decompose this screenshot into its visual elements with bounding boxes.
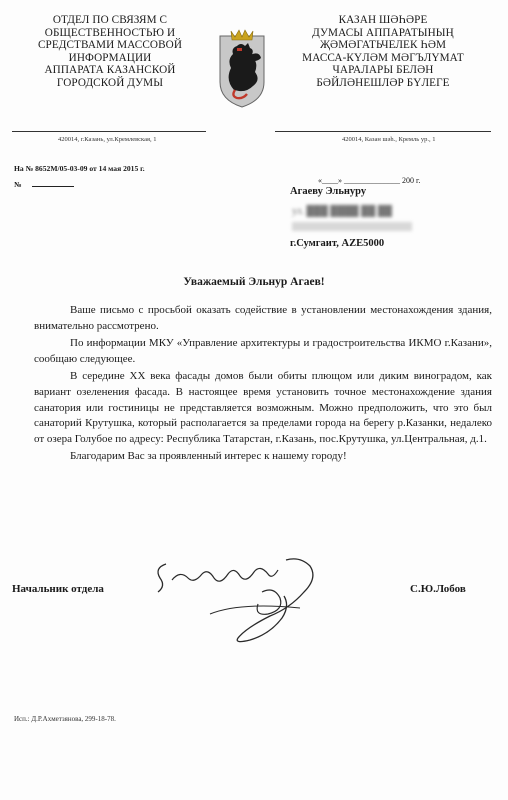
right-organization-block bbox=[273, 14, 493, 90]
left-header-rule bbox=[12, 131, 206, 132]
left-org-line: АППАРАТА КАЗАНСКОЙ bbox=[44, 64, 176, 77]
right-org-line: МАССА-КҮЛӘМ МӘГЪЛҮМАТ bbox=[302, 51, 464, 64]
handwritten-signature bbox=[150, 552, 330, 647]
left-organization-block bbox=[10, 14, 210, 90]
kazan-coat-of-arms-emblem bbox=[217, 28, 267, 110]
greeting: Уважаемый Эльнур Агаев! bbox=[183, 276, 325, 288]
left-org-line: ОБЩЕСТВЕННОСТЬЮ И bbox=[44, 26, 176, 39]
paragraph: Ваше письмо с просьбой оказать содействие в установлении местонахождения здания, внимательно рассмотрено. bbox=[34, 304, 492, 332]
right-org-line: ЧАРАЛАРЫ БЕЛӘН bbox=[332, 64, 434, 77]
letter-body bbox=[34, 303, 492, 465]
left-org-line: ИНФОРМАЦИИ bbox=[68, 51, 152, 64]
paragraph: В середине XX века фасады домов были обиты плющом или диким виноградом, как вариант озеленения фасада. В настоящее время установить точное местонахождение здания санатория или гостиницы не представляется возможным. Можно предположить, что это был санаторий Крутушка, который располагается за пределами города на берегу р.Казанки, недалеко от озера Голубое по адресу: Республика Татарстан, г.Казань, пос.Крутушка, ул.Центральная, д.1. bbox=[34, 370, 492, 445]
paragraph: По информации МКУ «Управление архитектуры и градостроительства ИКМО г.Казани», сообщаю следующее. bbox=[34, 337, 492, 365]
right-org-line: ҖӘМӘГАТЬЧЕЛЕК ҺӘМ bbox=[319, 39, 447, 52]
executor-note: Исп.: Д.Р.Ахметзянова, 299-18-78. bbox=[14, 715, 116, 723]
right-org-line: КАЗАН ШӘҺӘРЕ bbox=[338, 14, 428, 26]
left-org-line: СРЕДСТВАМИ МАССОВОЙ bbox=[37, 39, 183, 52]
left-address: 420014, г.Казань, ул.Кремлевская, 1 bbox=[58, 136, 157, 143]
signatory-position: Начальник отдела bbox=[12, 583, 104, 595]
paragraph: Благодарим Вас за проявленный интерес к нашему городу! bbox=[70, 450, 347, 463]
right-address: 420014, Казан шәһ., Кремль ур., 1 bbox=[342, 136, 436, 143]
right-org-line: ДУМАСЫ АППАРАТЫНЫҢ bbox=[312, 26, 454, 39]
signatory-name: С.Ю.Лобов bbox=[410, 583, 466, 595]
reference-number: На № 8652М/05-03-09 от 14 мая 2015 г. bbox=[14, 164, 145, 173]
right-org-line: БӘЙЛӘНЕШЛӘР БҮЛЕГЕ bbox=[316, 76, 450, 89]
left-org-line: ГОРОДСКОЙ ДУМЫ bbox=[56, 76, 164, 89]
number-label: № bbox=[14, 180, 74, 189]
left-org-line: ОТДЕЛ ПО СВЯЗЯМ С bbox=[52, 14, 168, 26]
right-header-rule bbox=[275, 131, 491, 132]
recipient-name: Агаеву Эльнуру bbox=[290, 186, 367, 197]
recipient-address-blurred-2 bbox=[292, 222, 412, 231]
date-line: «____» ______________ 200 г. bbox=[318, 176, 421, 185]
recipient-city: г.Сумгаит, AZE5000 bbox=[290, 238, 385, 249]
recipient-address-blurred: ул. ███ ████ ██ ██ bbox=[292, 206, 392, 217]
